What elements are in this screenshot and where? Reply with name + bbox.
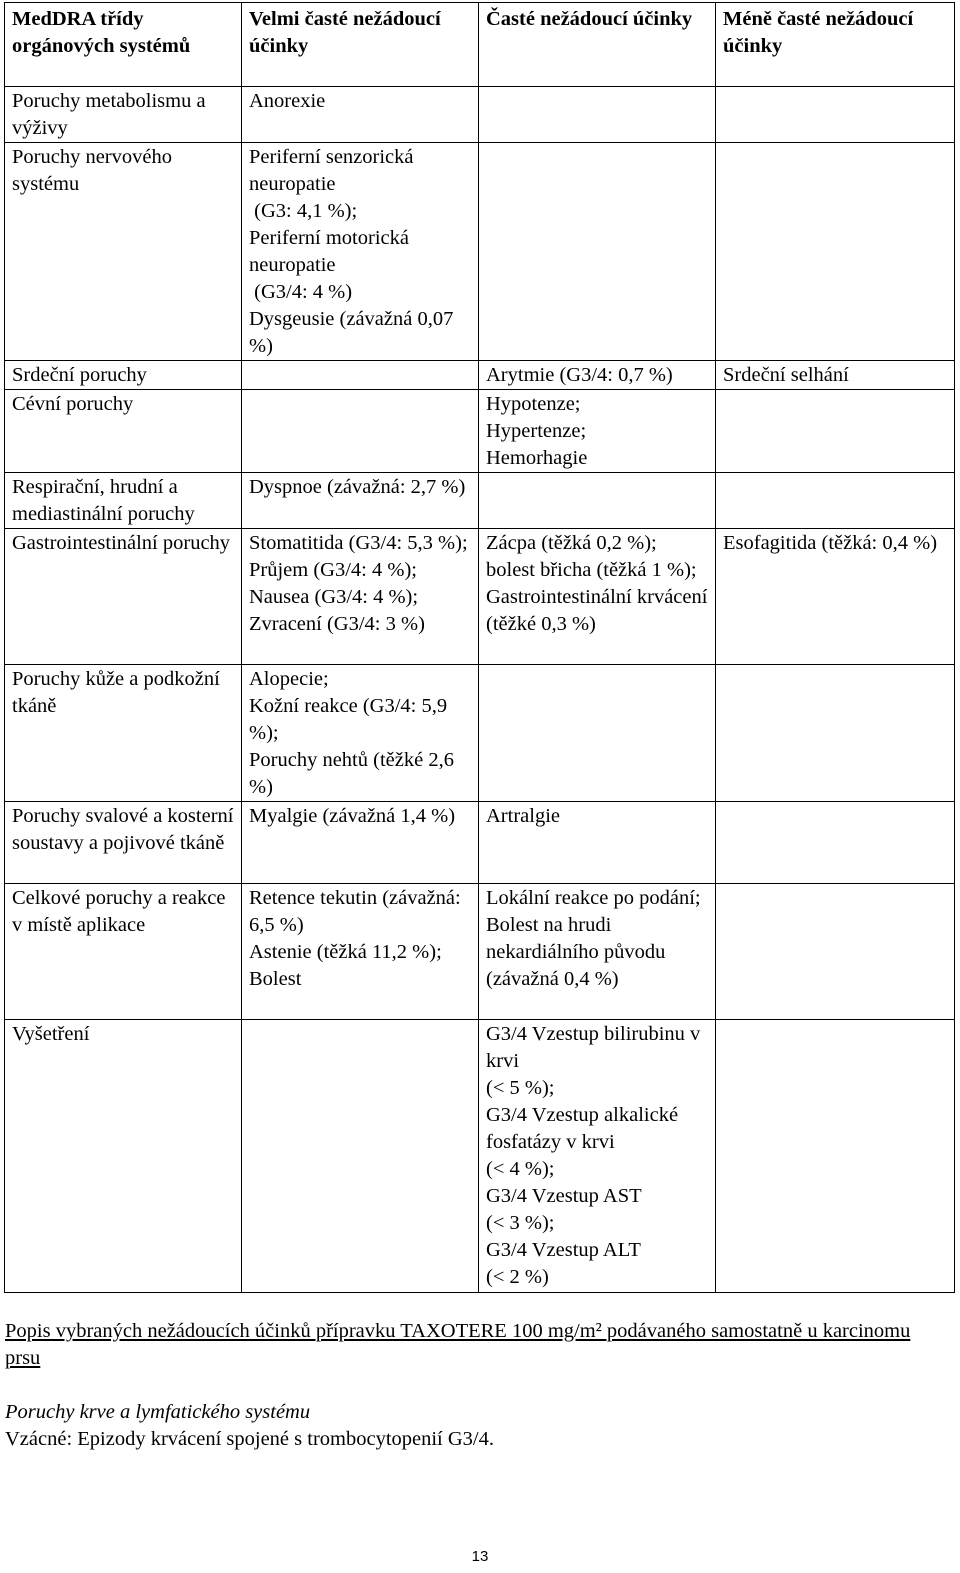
cell-text: Průjem (G3/4: 4 %);: [249, 559, 417, 581]
soc-cell: Respirační, hrudní a mediastinální poruchy: [5, 473, 242, 529]
header-soc: MedDRA třídy orgánových systémů: [5, 3, 242, 87]
cell-text: Astenie (těžká 11,2 %);: [249, 941, 442, 963]
very-common-cell: [242, 665, 479, 802]
uncommon-cell: [716, 802, 955, 884]
very-common-cell: [242, 802, 479, 884]
uncommon-cell: [716, 361, 955, 390]
table-row: [5, 1020, 955, 1293]
cell-text: (< 5 %);: [486, 1077, 555, 1099]
cell-text: G3/4 Vzestup AST: [486, 1185, 642, 1207]
very-common-cell: [242, 529, 479, 665]
cell-text: Alopecie;: [249, 668, 329, 690]
cell-text: Myalgie (závažná 1,4 %): [249, 805, 456, 827]
table-row: [5, 143, 955, 361]
cell-text: (< 2 %): [486, 1266, 549, 1288]
common-cell: [479, 473, 716, 529]
table-row: [5, 884, 955, 1020]
cell-text: Lokální reakce po podání;: [486, 887, 701, 909]
uncommon-cell: [716, 87, 955, 143]
section-title: Popis vybraných nežádoucích účinků přípravku TAXOTERE 100 mg/m² podávaného samostatně u karcinomu prsu: [5, 1320, 911, 1369]
soc-cell: Cévní poruchy: [5, 390, 242, 473]
soc-cell: Gastrointestinální poruchy: [5, 529, 242, 665]
cell-text: Nausea (G3/4: 4 %);: [249, 586, 419, 608]
cell-text: Periferní motorická neuropatie: [249, 227, 415, 276]
very-common-cell: [242, 884, 479, 1020]
uncommon-cell: [716, 390, 955, 473]
cell-text: Artralgie: [486, 805, 560, 827]
uncommon-cell: [716, 473, 955, 529]
header-very-common: Velmi časté nežádoucí účinky: [242, 3, 479, 87]
adverse-effects-table: [4, 2, 955, 1293]
soc-cell: Poruchy svalové a kosterní soustavy a pojivové tkáně: [5, 802, 242, 884]
section-subheading: Poruchy krve a lymfatického systému: [5, 1401, 311, 1423]
very-common-cell: [242, 390, 479, 473]
uncommon-cell: [716, 529, 955, 665]
cell-text: Bolest: [249, 968, 302, 990]
cell-text: Bolest na hrudi nekardiálního původu (závažná 0,4 %): [486, 914, 671, 990]
soc-cell: Poruchy kůže a podkožní tkáně: [5, 665, 242, 802]
very-common-cell: [242, 87, 479, 143]
very-common-cell: [242, 361, 479, 390]
cell-text: G3/4 Vzestup alkalické fosfatázy v krvi: [486, 1104, 684, 1153]
table-row: [5, 87, 955, 143]
cell-text: Periferní senzorická neuropatie: [249, 146, 419, 195]
common-cell: [479, 143, 716, 361]
header-common: Časté nežádoucí účinky: [479, 3, 716, 87]
cell-text: Poruchy nehtů (těžké 2,6 %): [249, 749, 460, 798]
very-common-cell: [242, 473, 479, 529]
cell-text: Hypertenze;: [486, 420, 587, 442]
common-cell: [479, 1020, 716, 1293]
cell-text: Zácpa (těžká 0,2 %); bolest břicha (těžká 1 %); Gastrointestinální krvácení (těžké 0,3 %): [486, 532, 713, 635]
cell-text: Srdeční selhání: [723, 364, 849, 386]
uncommon-cell: [716, 143, 955, 361]
common-cell: [479, 87, 716, 143]
common-cell: [479, 361, 716, 390]
very-common-cell: [242, 143, 479, 361]
cell-text: Anorexie: [249, 90, 326, 112]
header-uncommon: Méně časté nežádoucí účinky: [716, 3, 955, 87]
common-cell: [479, 529, 716, 665]
cell-text: Stomatitida (G3/4: 5,3 %);: [249, 532, 468, 554]
table-row: [5, 665, 955, 802]
common-cell: [479, 802, 716, 884]
cell-text: G3/4 Vzestup bilirubinu v krvi: [486, 1023, 706, 1072]
cell-text: Hypotenze;: [486, 393, 581, 415]
soc-cell: Vyšetření: [5, 1020, 242, 1293]
cell-text: Kožní reakce (G3/4: 5,9 %);: [249, 695, 453, 744]
common-cell: [479, 884, 716, 1020]
cell-text: Dysgeusie (závažná 0,07 %): [249, 308, 459, 357]
table-header-row: [5, 3, 955, 87]
table-row: [5, 529, 955, 665]
table-row: [5, 802, 955, 884]
soc-cell: Poruchy nervového systému: [5, 143, 242, 361]
cell-text: (< 3 %);: [486, 1212, 555, 1234]
cell-text: (< 4 %);: [486, 1158, 555, 1180]
table-body: [5, 87, 955, 1293]
cell-text: Hemorhagie: [486, 447, 588, 469]
table-row: [5, 473, 955, 529]
soc-cell: Celkové poruchy a reakce v místě aplikace: [5, 884, 242, 1020]
uncommon-cell: [716, 665, 955, 802]
soc-cell: Poruchy metabolismu a výživy: [5, 87, 242, 143]
common-cell: [479, 390, 716, 473]
common-cell: [479, 665, 716, 802]
section-text: Vzácné: Epizody krvácení spojené s trombocytopenií G3/4.: [5, 1428, 495, 1450]
cell-text: G3/4 Vzestup ALT: [486, 1239, 641, 1261]
cell-text: (G3: 4,1 %);: [249, 200, 358, 222]
cell-text: Zvracení (G3/4: 3 %): [249, 613, 425, 635]
cell-text: Esofagitida (těžká: 0,4 %): [723, 532, 938, 554]
cell-text: Retence tekutin (závažná: 6,5 %): [249, 887, 466, 936]
table-row: [5, 390, 955, 473]
very-common-cell: [242, 1020, 479, 1293]
uncommon-cell: [716, 884, 955, 1020]
cell-text: Dyspnoe (závažná: 2,7 %): [249, 476, 466, 498]
cell-text: Arytmie (G3/4: 0,7 %): [486, 364, 673, 386]
soc-cell: Srdeční poruchy: [5, 361, 242, 390]
page-number: 13: [471, 1548, 489, 1565]
cell-text: (G3/4: 4 %): [249, 281, 353, 303]
uncommon-cell: [716, 1020, 955, 1293]
table-row: [5, 361, 955, 390]
